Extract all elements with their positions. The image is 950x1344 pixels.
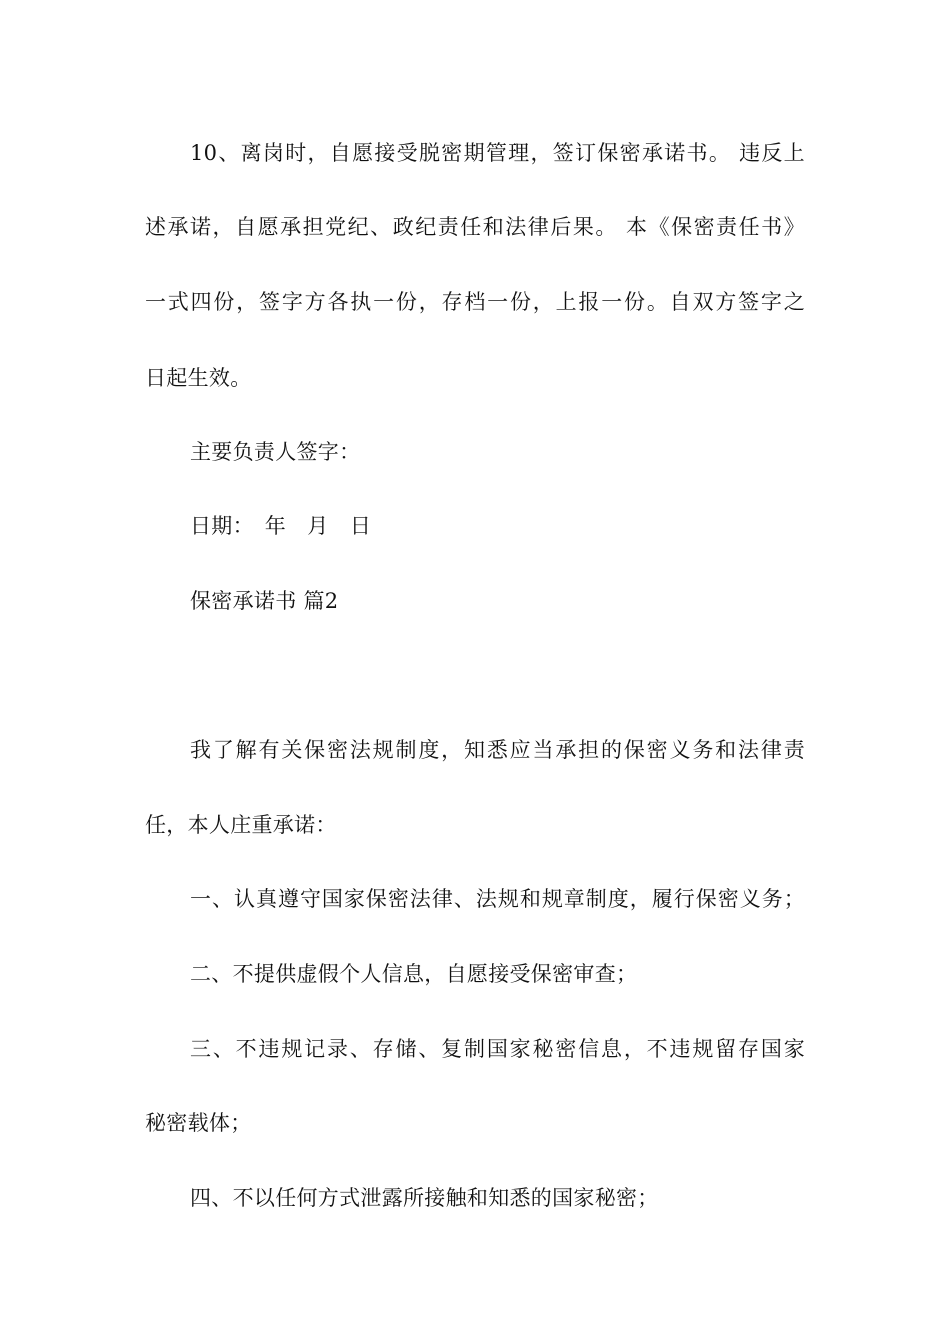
date-label: 日期： 年 月 日 (190, 514, 372, 538)
paragraph-line: 日起生效。 (145, 366, 252, 390)
paragraph-line: 述承诺，自愿承担党纪、政纪责任和法律后果。 本《保密责任书》 (145, 215, 805, 239)
list-item: 二、不提供虚假个人信息，自愿接受保密审查； (190, 962, 638, 986)
list-item: 三、不违规记录、存储、复制国家秘密信息，不违规留存国家 (190, 1037, 805, 1061)
paragraph-line: 我了解有关保密法规制度，知悉应当承担的保密义务和法律责 (190, 738, 805, 762)
list-item: 四、不以任何方式泄露所接触和知悉的国家秘密； (190, 1186, 659, 1210)
paragraph-line: 任，本人庄重承诺： (145, 813, 337, 837)
paragraph-line: 一式四份，签字方各执一份，存档一份，上报一份。自双方签字之 (145, 290, 805, 314)
signature-label: 主要负责人签字： (190, 440, 361, 464)
list-item-continuation: 秘密载体； (145, 1111, 252, 1135)
section-heading: 保密承诺书 篇2 (190, 589, 339, 613)
paragraph-line: 10、离岗时，自愿接受脱密期管理，签订保密承诺书。 违反上 (190, 141, 805, 165)
list-item: 一、认真遵守国家保密法律、法规和规章制度，履行保密义务； (190, 887, 805, 911)
